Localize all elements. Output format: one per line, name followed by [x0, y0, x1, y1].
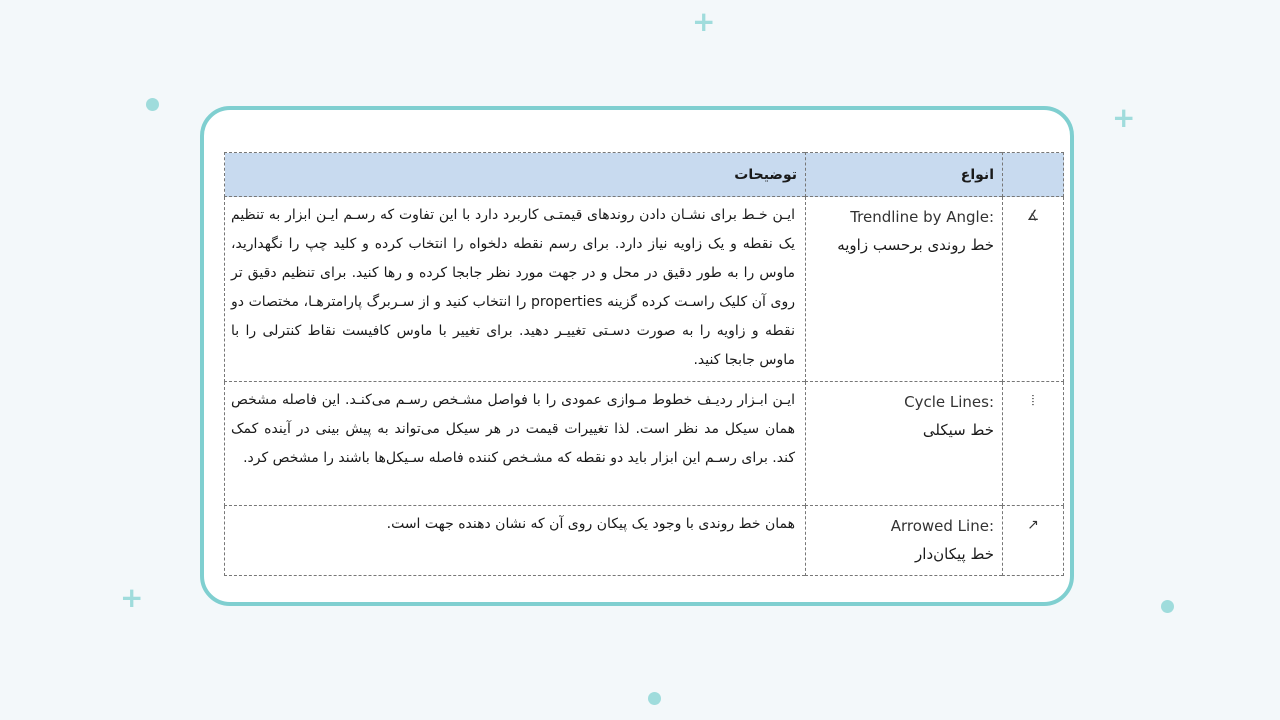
- angle-icon: ∡: [1026, 208, 1040, 224]
- dot-decoration-right: [1161, 600, 1174, 613]
- row-description: ایـن خـط برای نشـان دادن روندهای قیمتـی کاربرد دارد با این تفاوت که رسـم ایـن ابزار به تنظیم یک نقطه و یک زاویه نیاز دارد. برای رسم نقطه دلخواه را انتخاب کرده و کلید چپ را نگهدارید، ماوس را به طور دقیق در محل و در جهت مورد نظر جابجا کرده و رها کنید. برای تنظیم دقیق تر روی آن کلیک راسـت کرده گزینه properties را انتخاب کنید و از سـربرگ پارامترهـا، مختصات دو نقطه و زاویه را به صورت دسـتی تغییـر دهید. برای تغییر با ماوس کافیست نقاط کنترلی را با ماوس جابجا کنید.: [225, 197, 806, 382]
- row-icon-cell: [1003, 197, 1064, 382]
- type-name-en: Arrowed Line:: [890, 517, 994, 535]
- row-description: ایـن ابـزار ردیـف خطوط مـوازی عمودی را با فواصل مشـخص رسـم می‌کنـد. این فاصله مشخص همان سیکل مد نظر است. لذا تغییرات قیمت در هر سیکل می‌تواند به پیش بینی در آینده کمک کند. برای رسـم این ابزار باید دو نقطه که مشـخص کننده فاصله سـیکل‌ها باشند را مشخص کرد.: [225, 382, 806, 506]
- row-icon-cell: [1003, 506, 1064, 576]
- type-name-fa: خط روندی برحسب زاویه: [837, 236, 994, 254]
- content-card: [200, 106, 1074, 606]
- row-type-cell: [806, 382, 1003, 506]
- plus-decoration-left: +: [120, 581, 144, 614]
- drawing-tools-table: [224, 152, 1064, 576]
- header-types: انواع: [806, 153, 1003, 197]
- type-name-fa: خط پیکان‌دار: [915, 545, 994, 563]
- table-header-row: [225, 153, 1064, 197]
- dot-decoration-left: [146, 98, 159, 111]
- type-name-fa: خط سیکلی: [922, 421, 994, 439]
- arrow-icon: ↗: [1027, 517, 1039, 533]
- row-type-cell: [806, 506, 1003, 576]
- header-icon-cell: [1003, 153, 1064, 197]
- table-row: [225, 197, 1064, 382]
- plus-decoration-right: +: [1112, 101, 1136, 134]
- cycle-lines-icon: ⦙: [1031, 393, 1035, 409]
- dot-decoration-bottom: [648, 692, 661, 705]
- plus-decoration-top: +: [692, 5, 716, 38]
- table-row: [225, 506, 1064, 576]
- row-icon-cell: [1003, 382, 1064, 506]
- table-row: [225, 382, 1064, 506]
- header-descriptions: توضیحات: [225, 153, 806, 197]
- row-description: همان خط روندی با وجود یک پیکان روی آن که نشان دهنده جهت است.: [225, 506, 806, 576]
- type-name-en: Cycle Lines:: [904, 393, 994, 411]
- row-type-cell: [806, 197, 1003, 382]
- type-name-en: Trendline by Angle:: [850, 208, 994, 226]
